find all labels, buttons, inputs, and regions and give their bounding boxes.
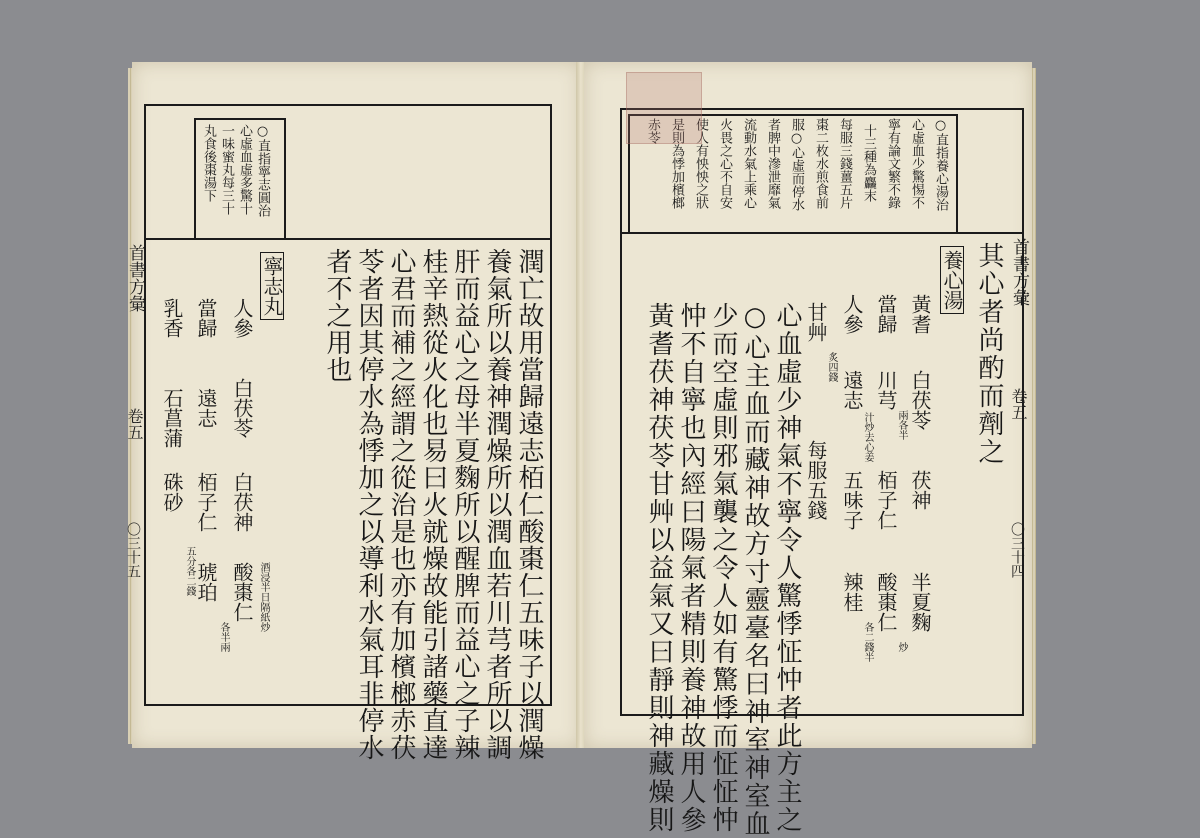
left-ingredient-2-top: 當歸 [194, 298, 218, 338]
right-ingredient-10-note: 汁炒去心姜 [862, 412, 873, 462]
left-ingredient-3-bottom: 酸棗仁 [230, 562, 254, 622]
left-header-note-2: 心虛血虛多驚十 [237, 124, 252, 215]
right-ingredient-4: 半夏麴 [908, 572, 932, 632]
left-recipe-title: 寧志丸 [260, 252, 284, 320]
left-text-col-5: 心君而補之經謂之從治是也亦有加檳榔赤茯 [386, 248, 416, 761]
right-header-note-5: 每服三錢薑五片 [837, 118, 852, 209]
left-ingredient-5-mid: 石菖蒲 [160, 388, 184, 448]
left-ingredient-5-top: 乳香 [160, 298, 184, 338]
left-ingredient-1-mid: 白茯苓 [230, 378, 254, 438]
right-recipe-title: 養心湯 [940, 246, 964, 314]
right-ingredient-1: 黃耆 [908, 294, 932, 334]
left-text-col-2: 養氣所以養神潤燥所以潤血若川芎者所以調 [482, 248, 512, 761]
right-header-note-10: 火畏之心不自安 [717, 118, 732, 209]
left-text-col-4: 桂辛熱從火化也易曰火就燥故能引諸藥直達 [418, 248, 448, 761]
right-header-note-8: 者脾中滲泄靡氣 [765, 118, 780, 209]
right-header-note-1: ○直指養心湯治 [933, 118, 948, 211]
left-folio: 〇三十五 [125, 522, 141, 578]
right-ingredient-10: 遠志 [840, 370, 864, 410]
left-volume-label: 卷五 [125, 408, 144, 440]
left-ingredient-1-bottom: 白茯神 [230, 472, 254, 532]
right-text-col-5: 黃耆茯神茯苓甘艸以益氣又曰靜則神藏燥則 [644, 302, 674, 834]
left-page [125, 62, 580, 761]
left-text-col-7: 者不之用也 [322, 248, 352, 383]
right-header-note-3: 寧有論文繁不錄 [885, 118, 900, 209]
right-header-note-9: 流動水氣上乘心 [741, 118, 756, 209]
left-ingredient-2-bottom: 栢子仁 [194, 472, 218, 532]
left-text-col-1: 潤亡故用當歸遠志栢仁酸棗仁五味子以潤燥 [514, 248, 544, 761]
left-ingredient-4-note: 各半兩 [218, 622, 229, 652]
right-ingredient-13: 甘艸 [804, 302, 828, 342]
right-ingredient-7: 栢子仁 [874, 470, 898, 530]
right-ingredient-5: 當歸 [874, 294, 898, 334]
left-ingredient-2-mid: 遠志 [194, 388, 218, 428]
right-header-note-7: 服○心虛而停水 [789, 118, 804, 211]
right-ingredient-6: 川芎 [874, 370, 898, 410]
right-header-note-4: 十三種為麤末 [861, 124, 876, 202]
left-header-note-3: 一味蜜丸每三十 [219, 124, 234, 215]
right-header-note-11: 使人有怏怏之狀 [693, 118, 708, 209]
right-ingredient-2: 白茯苓 [908, 370, 932, 430]
right-ingredient-12-note: 各二錢半 [862, 622, 873, 662]
right-text-col-1: 心血虛少神氣不寧令人驚悸怔忡者此方主之 [772, 302, 802, 834]
left-header-note-1: ○直指寧志圓治 [255, 124, 270, 217]
right-page [584, 62, 1032, 838]
right-ingredient-6-note: 兩各半 [896, 410, 907, 440]
right-ingredient-8-note: 炒 [896, 642, 907, 652]
right-header-note-13: 赤苓 [645, 118, 660, 144]
left-ingredient-3-note: 酒浸半日隔紙炒 [258, 562, 269, 632]
library-seal-stamp [626, 72, 702, 144]
right-volume-label: 卷五 [1009, 388, 1028, 420]
right-header-note-6: 棗二枚水煎食前 [813, 118, 828, 209]
right-ingredient-12: 辣桂 [840, 572, 864, 612]
right-ingredient-8: 酸棗仁 [874, 572, 898, 632]
left-text-col-6: 苓者因其停水為悸加之以導利水氣耳非停水 [354, 248, 384, 761]
right-gutter-label: 首書方彙 [1009, 238, 1029, 306]
right-header-note-12: 是則為悸加檳榔 [669, 118, 684, 209]
left-ingredient-5-note: 五分各二錢 [184, 546, 195, 596]
left-header-note-4: 丸食後棗湯下 [201, 124, 216, 202]
right-ingredient-3: 茯神 [908, 470, 932, 510]
right-text-col-4: 忡不自寧也內經曰陽氣者精則養神故用人參 [676, 302, 706, 834]
right-dosage: 每服五錢 [804, 440, 828, 520]
right-text-col-2: ○心主血而藏神故方寸靈臺名曰神室神室血 [740, 302, 770, 838]
right-text-col-3: 少而空虛則邪氣襲之令人如有驚悸而怔怔忡 [708, 302, 738, 834]
left-ingredient-5-bottom: 硃砂 [160, 472, 184, 512]
left-gutter-label: 首書方彙 [125, 244, 145, 312]
right-ingredient-9: 人參 [840, 294, 864, 334]
right-ingredient-11: 五味子 [840, 470, 864, 530]
left-ingredient-4-bottom: 琥珀 [194, 562, 218, 602]
right-ingredient-13-note: 炙四錢 [826, 352, 837, 382]
right-intro-column: 其心者尚酌而劑之 [974, 242, 1004, 466]
open-book [125, 52, 1036, 838]
left-text-col-3: 肝而益心之母半夏麴所以醒脾而益心之子辣 [450, 248, 480, 761]
right-folio: 〇三十四 [1009, 522, 1025, 578]
right-header-note-2: 心虛血少驚惕不 [909, 118, 924, 209]
left-ingredient-1-top: 人參 [230, 298, 254, 338]
